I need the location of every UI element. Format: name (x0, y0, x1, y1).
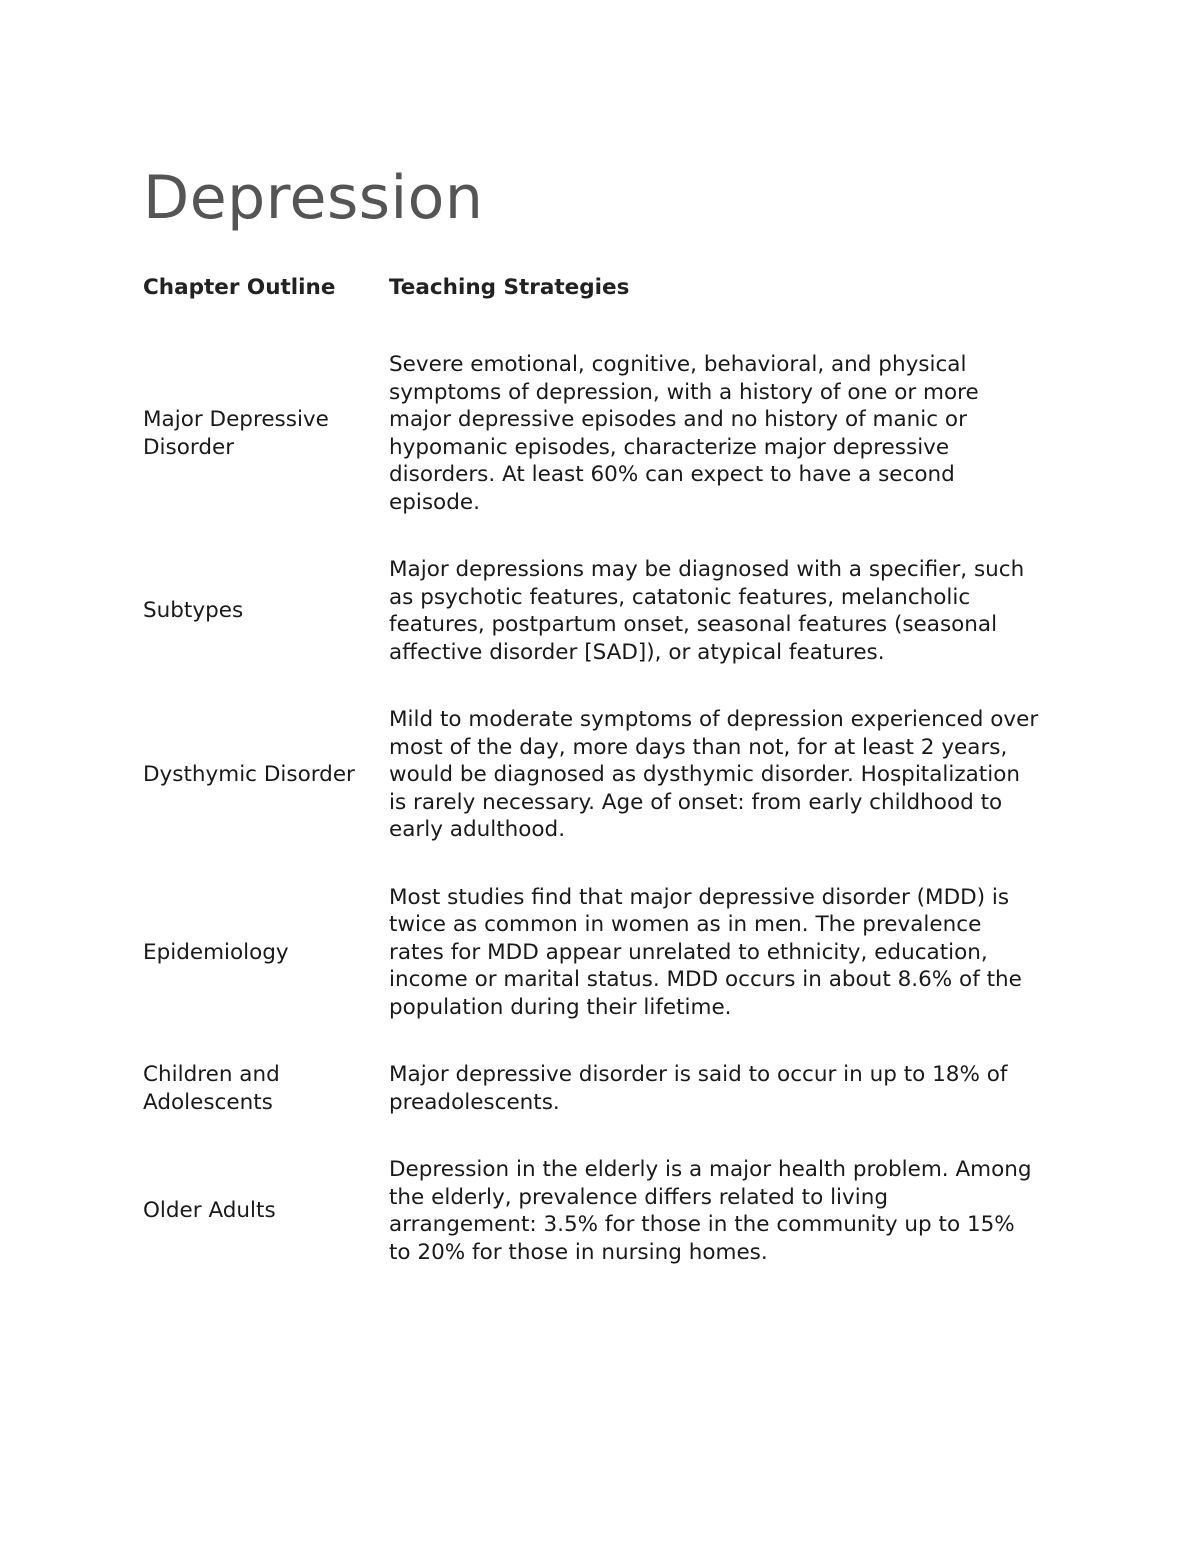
row-topic: Older Adults (143, 1198, 276, 1224)
row-topic: Major Depressive Disorder (143, 407, 329, 460)
table-row (143, 706, 1043, 844)
table-row (143, 556, 1043, 666)
table-row (143, 1156, 1043, 1266)
table-row (143, 1061, 1043, 1116)
row-topic: Epidemiology (143, 939, 289, 965)
header-teaching-strategies: Teaching Strategies (389, 275, 630, 301)
row-text: Major depressive disorder is said to occur in up to 18% of preadolescents. (389, 1062, 1008, 1115)
table-header (143, 270, 1043, 306)
row-text: Most studies find that major depressive disorder (MDD) is twice as common in women as in men. The prevalence rates for MDD appear unrelated to ethnicity, education, income or marital status. MDD occurs in about 8.6% of the population during their lifetime. (389, 884, 1022, 1020)
row-text: Depression in the elderly is a major health problem. Among the elderly, prevalence differs related to living arrangement: 3.5% for those in the community up to 15% to 20% for those in nursing homes. (389, 1157, 1032, 1265)
row-topic: Subtypes (143, 598, 244, 624)
outline-table (143, 270, 1043, 1266)
header-chapter-outline: Chapter Outline (143, 275, 336, 301)
row-topic: Dysthymic Disorder (143, 762, 355, 787)
row-text: Major depressions may be diagnosed with a specifier, such as psychotic features, catatonic features, melancholic features, postpartum onset, seasonal features (seasonal affective disorder [SAD]), or atypical features. (389, 557, 1025, 665)
row-topic: Children and Adolescents (143, 1062, 280, 1115)
table-row (143, 351, 1043, 516)
row-text: Mild to moderate symptoms of depression experienced over most of the day, more days than not, for at least 2 years, would be diagnosed as dysthymic disorder. Hospitalization is rarely necessary. Age of onset: from early childhood to early adulthood. (389, 707, 1039, 842)
row-text: Severe emotional, cognitive, behavioral, and physical symptoms of depression, with a history of one or more major depressive episodes and no history of manic or hypomanic episodes, characterize major depressive disorders. At least 60% can expect to have a second episode. (389, 352, 979, 515)
page-title: Depression (143, 163, 484, 233)
table-row (143, 884, 1043, 1022)
